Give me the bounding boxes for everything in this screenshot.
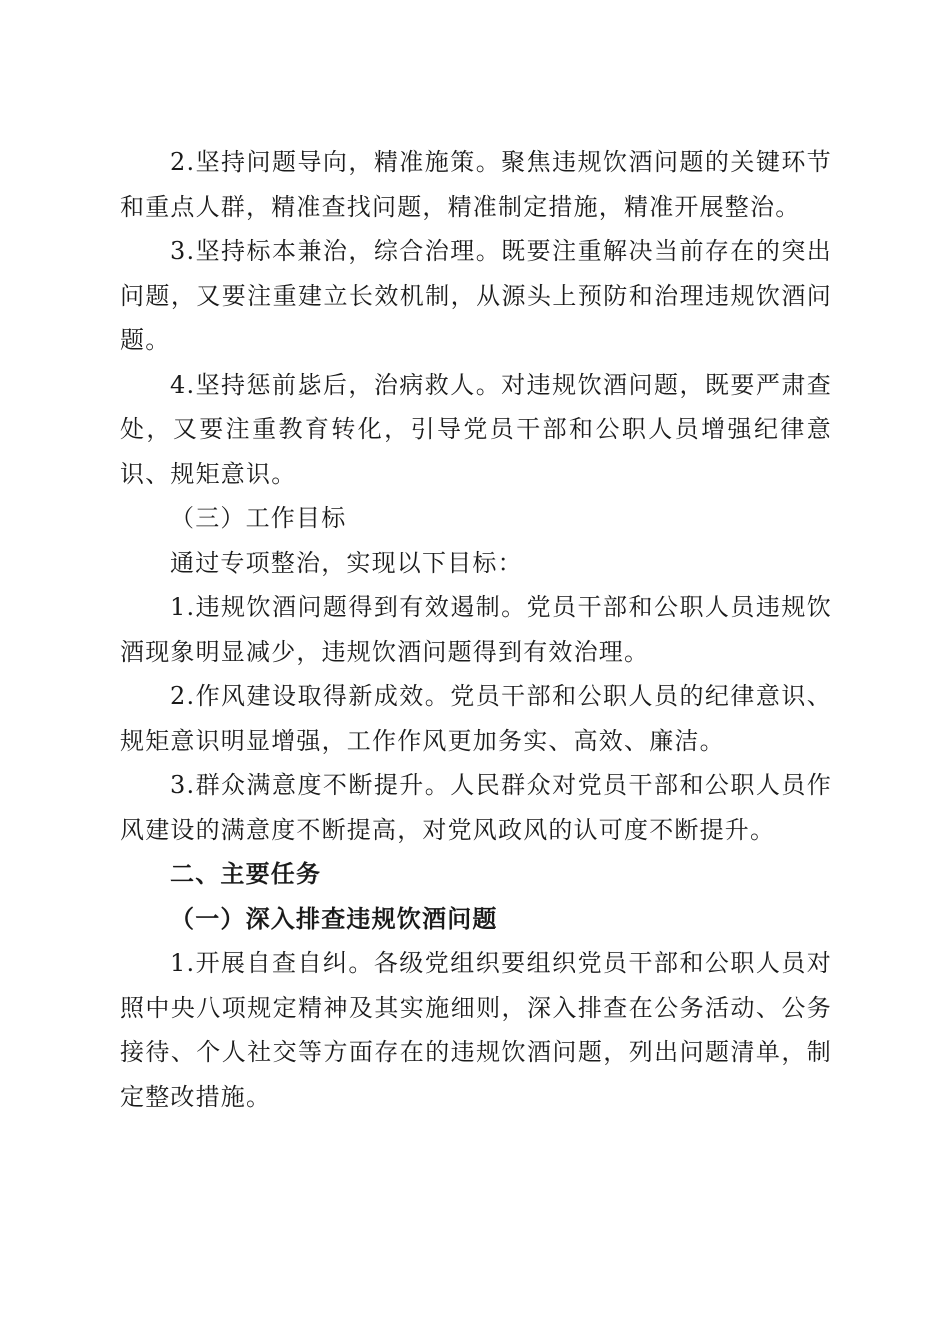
- section-heading-work-goals: （三）工作目标: [170, 504, 347, 532]
- paragraph-task-1: 1.开展自查自纠。各级党组织要组织党员干部和公职人员对照中央八项规定精神及其实施细则，深入排查在公务活动、公务接待、个人社交等方面存在的违规饮酒问题，列出问题清单，制定整改措施。: [120, 949, 832, 1111]
- paragraph-goal-3: 3.群众满意度不断提升。人民群众对党员干部和公职人员作风建设的满意度不断提高，对党风政风的认可度不断提升。: [120, 771, 832, 844]
- paragraph-principle-3: 3.坚持标本兼治，综合治理。既要注重解决当前存在的突出问题，又要注重建立长效机制，从源头上预防和治理违规饮酒问题。: [120, 237, 832, 354]
- paragraph-principle-4: 4.坚持惩前毖后，治病救人。对违规饮酒问题，既要严肃查处，又要注重教育转化，引导党员干部和公职人员增强纪律意识、规矩意识。: [120, 370, 832, 488]
- paragraph-goals-intro: 通过专项整治，实现以下目标：: [170, 548, 523, 577]
- section-heading-investigate: （一）深入排查违规饮酒问题: [170, 903, 498, 933]
- paragraph-principle-2: 2.坚持问题导向，精准施策。聚焦违规饮酒问题的关键环节和重点人群，精准查找问题，精准制定措施，精准开展整治。: [120, 148, 832, 221]
- paragraph-goal-1: 1.违规饮酒问题得到有效遏制。党员干部和公职人员违规饮酒现象明显减少，违规饮酒问题得到有效治理。: [120, 593, 832, 666]
- document-body: [120, 140, 832, 1119]
- paragraph-goal-2: 2.作风建设取得新成效。党员干部和公职人员的纪律意识、规矩意识明显增强，工作作风更加务实、高效、廉洁。: [120, 682, 832, 755]
- chapter-heading-main-tasks: 二、主要任务: [170, 860, 322, 888]
